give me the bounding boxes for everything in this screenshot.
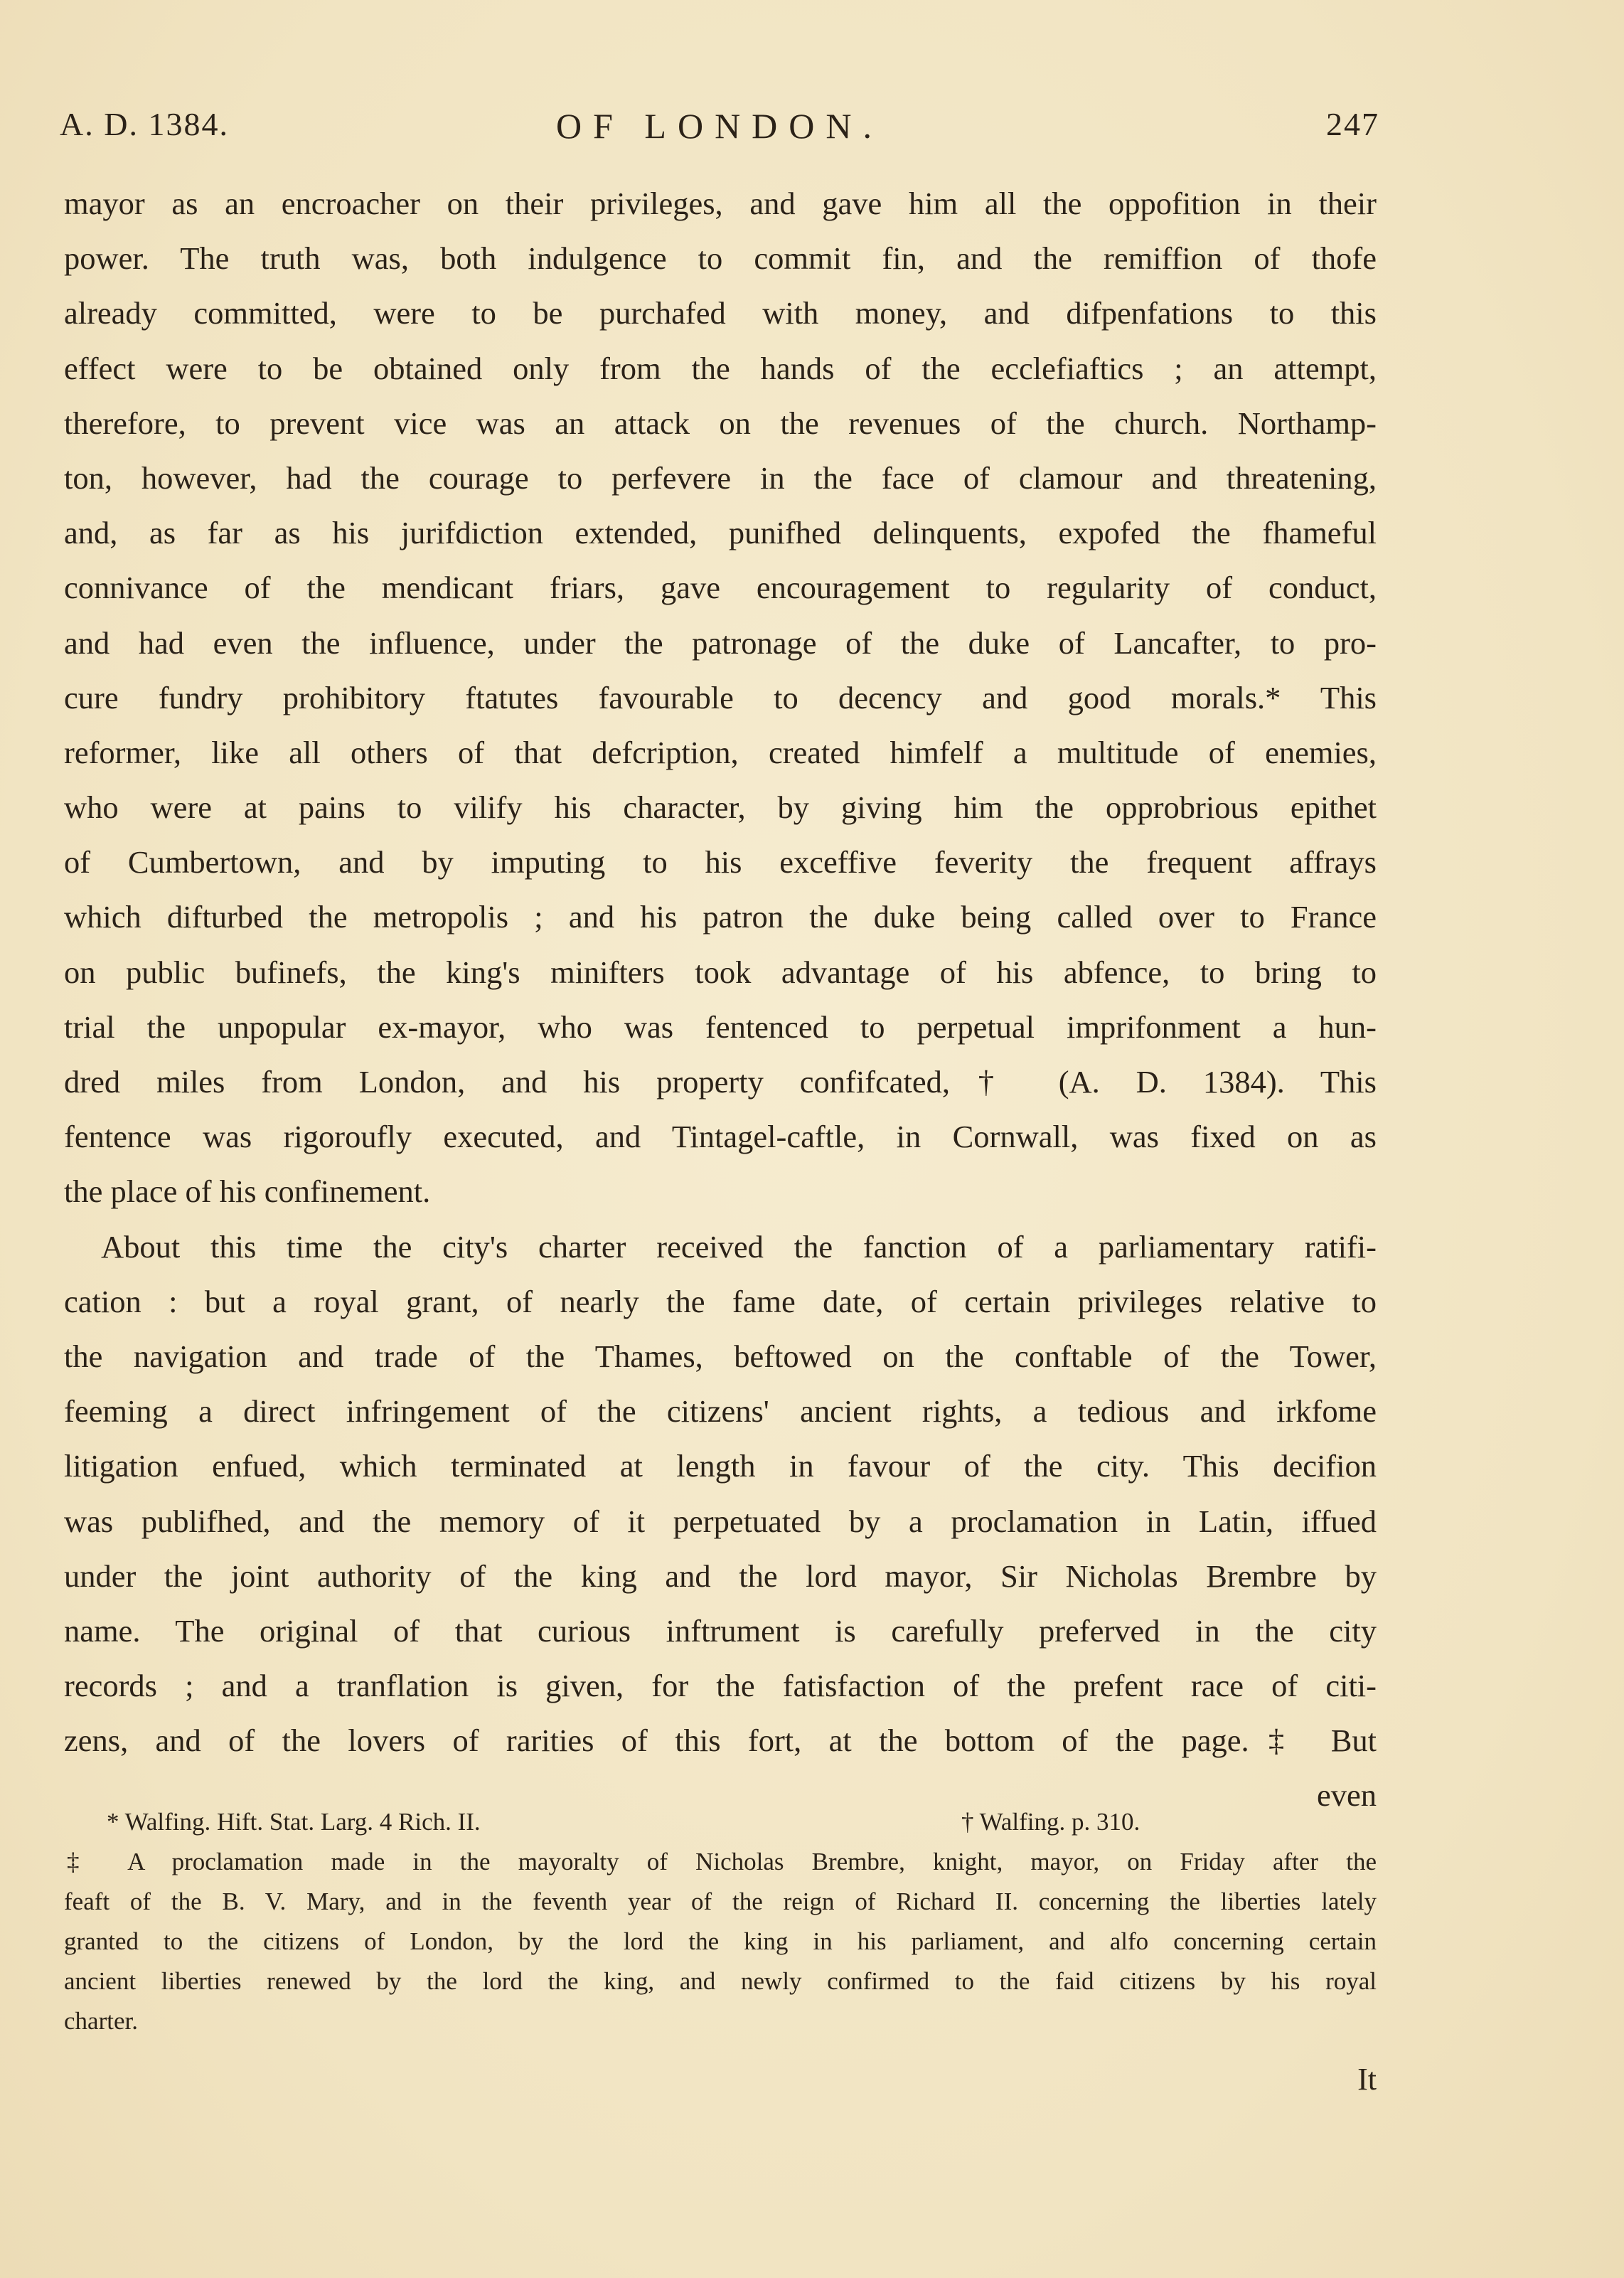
running-header — [60, 105, 1379, 155]
text-line: under the joint authority of the king and the lord mayor, Sir Nicholas Brembre by — [64, 1558, 1377, 1594]
text-line: litigation enfued, which terminated at length in favour of the city. This decifion — [64, 1448, 1377, 1484]
text-line: fentence was rigoroufly executed, and Tintagel-caftle, in Cornwall, was fixed on as — [64, 1119, 1377, 1155]
text-line: who were at pains to vilify his character, by giving him the opprobrious epithet — [64, 789, 1377, 826]
text-line: of Cumbertown, and by imputing to his exceffive feverity the frequent affrays — [64, 844, 1377, 880]
text-line: connivance of the mendicant friars, gave encouragement to regularity of conduct, — [64, 570, 1377, 606]
text-line: cation : but a royal grant, of nearly the fame date, of certain privileges relative to — [64, 1283, 1377, 1319]
footnote-3-line: granted to the citizens of London, by the lord the king in his parliament, and alfo concerning certain — [64, 1927, 1377, 1955]
text-line: the place of his confinement. — [64, 1173, 431, 1210]
text-line: mayor as an encroacher on their privileges, and gave him all the oppofition in their — [64, 186, 1377, 221]
footnote-2: † Walfing. p. 310. — [961, 1808, 1140, 1836]
text-line: and, as far as his jurifdiction extended, punifhed delinquents, expofed the fhameful — [64, 515, 1377, 551]
text-line: reformer, like all others of that defcription, created himfelf a multitude of enemies, — [64, 734, 1377, 770]
body-text — [64, 176, 1377, 1824]
text-line: effect were to be obtained only from the hands of the ecclefiaftics ; an attempt, — [64, 350, 1377, 386]
text-line: cure fundry prohibitory ftatutes favourable to decency and good morals.* This — [64, 679, 1377, 715]
catchword: It — [1357, 2062, 1377, 2097]
text-line: which difturbed the metropolis ; and his patron the duke being called over to France — [64, 899, 1377, 935]
header-title: OF LONDON. — [556, 106, 883, 146]
page-number: 247 — [1326, 106, 1379, 142]
text-line: and had even the influence, under the patronage of the duke of Lancafter, to pro- — [64, 624, 1377, 661]
footnote-3-line: ancient liberties renewed by the lord the king, and newly confirmed to the faid citizens by his royal — [64, 1967, 1377, 1995]
text-line: power. The truth was, both indulgence to commit fin, and the remiffion of thofe — [64, 240, 1377, 277]
catchword-line: even — [1316, 1777, 1377, 1814]
footnote-3-line: charter. — [64, 2007, 138, 2035]
text-line: ton, however, had the courage to perfevere in the face of clamour and threatening, — [64, 459, 1377, 496]
text-line: already committed, were to be purchafed with money, and difpenfations to this — [64, 295, 1377, 331]
text-line: records ; and a tranflation is given, for the fatisfaction of the prefent race of citi- — [64, 1668, 1377, 1704]
footnote-3-line: ‡ A proclamation made in the mayoralty of Nicholas Brembre, knight, mayor, on Friday after the — [67, 1848, 1377, 1875]
footnotes — [64, 1802, 1377, 2041]
text-line: name. The original of that curious inftrument is carefully preferved in the city — [64, 1612, 1377, 1649]
text-line: zens, and of the lovers of rarities of this fort, at the bottom of the page.‡ But — [64, 1723, 1377, 1759]
footnote-row — [64, 1802, 1377, 1842]
text-line: trial the unpopular ex-mayor, who was fentenced to perpetual imprifonment a hun- — [64, 1008, 1377, 1045]
footnote-1: * Walfing. Hift. Stat. Larg. 4 Rich. II. — [107, 1808, 481, 1836]
text-line: the navigation and trade of the Thames, beftowed on the conftable of the Tower, — [64, 1338, 1377, 1374]
text-line: on public bufinefs, the king's minifters took advantage of his abfence, to bring to — [64, 954, 1377, 990]
text-line: was publifhed, and the memory of it perpetuated by a proclamation in Latin, iffued — [64, 1503, 1377, 1539]
text-line: dred miles from London, and his property confifcated,† (A. D. 1384). This — [64, 1064, 1377, 1100]
header-year: A. D. 1384. — [60, 106, 229, 142]
text-line: feeming a direct infringement of the citizens' ancient rights, a tedious and irkfome — [64, 1393, 1377, 1430]
text-line: About this time the city's charter received the fanction of a parliamentary ratifi- — [101, 1228, 1377, 1265]
text-line: therefore, to prevent vice was an attack on the revenues of the church. Northamp- — [64, 405, 1377, 441]
footnote-3-line: feaft of the B. V. Mary, and in the feventh year of the reign of Richard II. concerning the liberties lately — [64, 1888, 1377, 1915]
